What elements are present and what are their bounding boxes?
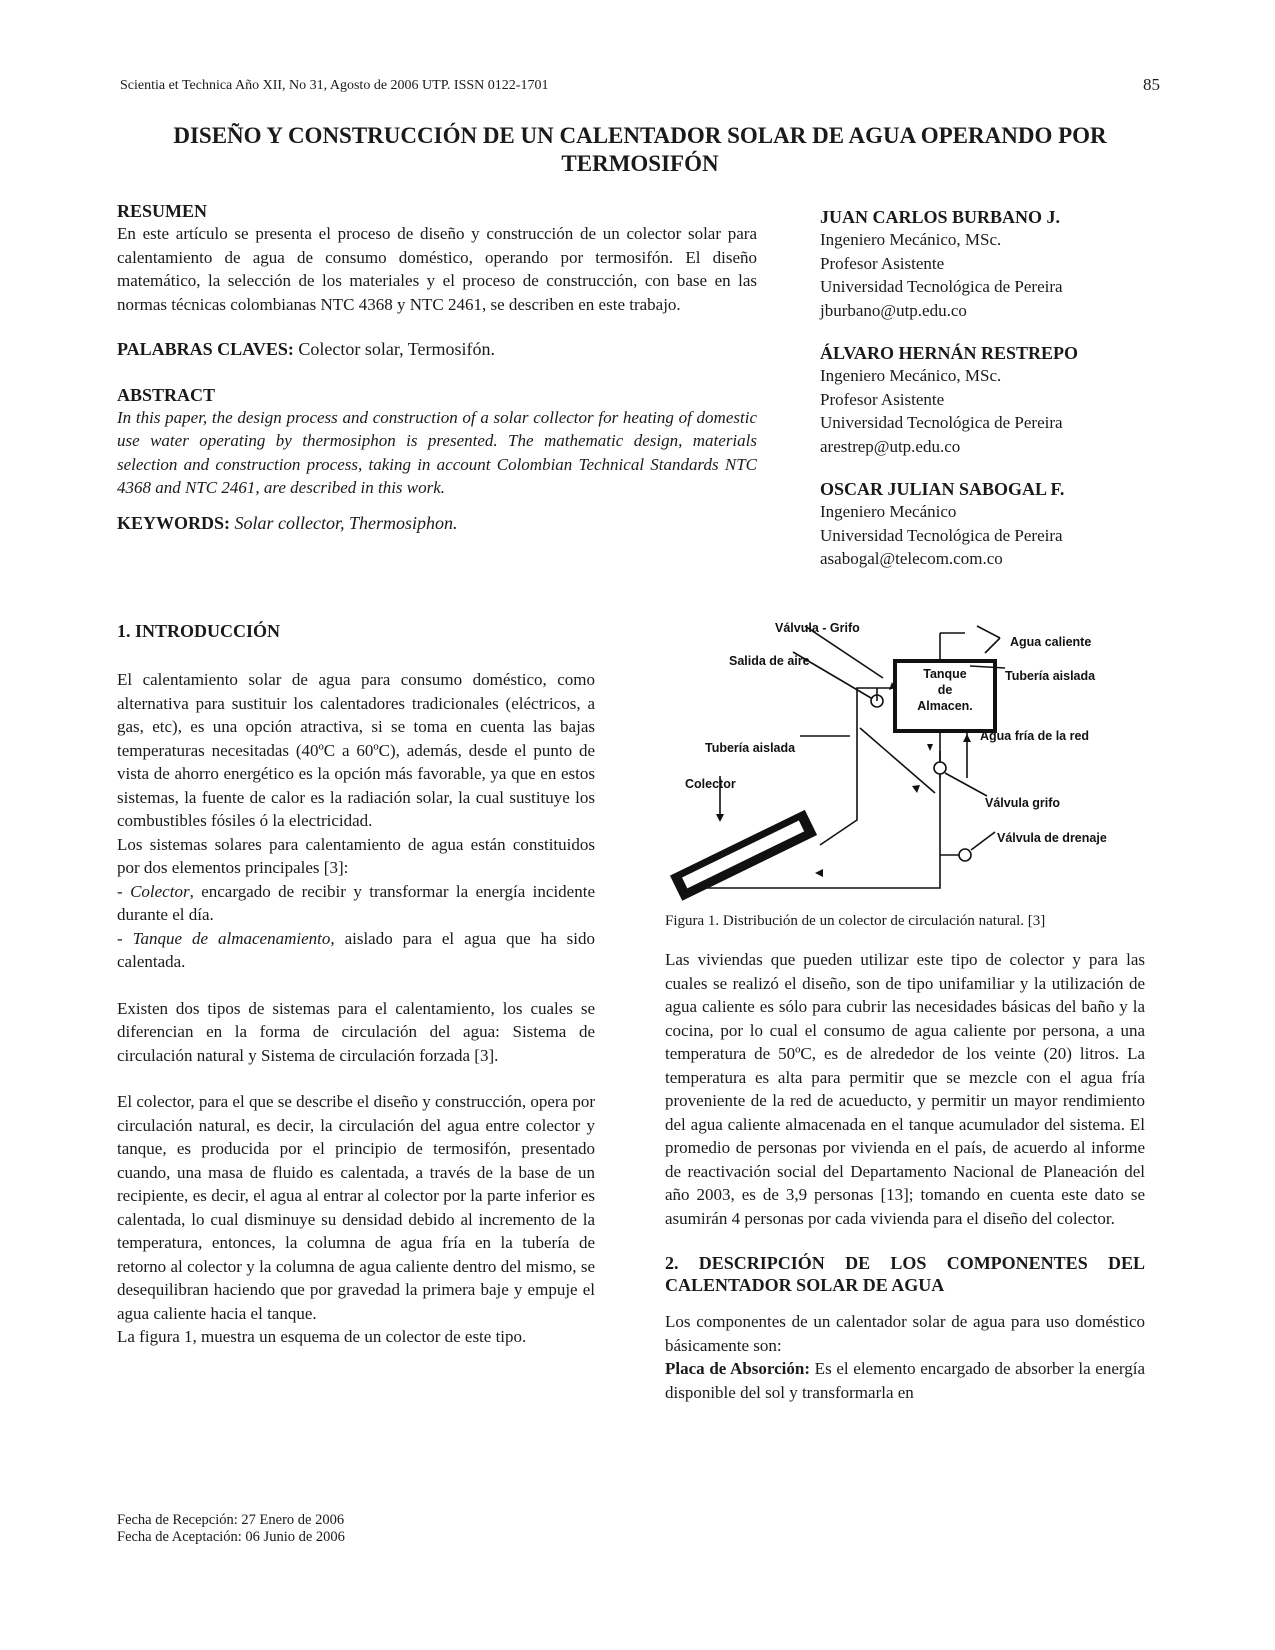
figure-caption: Figura 1. Distribución de un colector de circulación natural. [3] xyxy=(665,913,1046,929)
intro-paragraph-5: La figura 1, muestra un esquema de un colector de este tipo. xyxy=(117,1327,527,1346)
resumen-heading: RESUMEN xyxy=(117,201,208,221)
bullet-term: Tanque de almacenamiento, xyxy=(132,928,335,948)
keywords-value: Solar collector, Thermosiphon. xyxy=(234,512,458,533)
collector-panel xyxy=(670,810,817,901)
intro-paragraph-1: El calentamiento solar de agua para consumo doméstico, como alternativa para sustituir los calentadores tradicionales (eléctricos, a gas, etc), es una opción atractiva, si se toma en cuenta las bajas temperaturas necesitadas (40ºC a 60ºC), además, desde el punto de vista de ahorro energético es la opción más favorable, ya que en estos sistemas, la fuente de calor es la radiación solar, la cual sustituye los combustibles fósiles ó la electricidad. xyxy=(117,670,595,830)
section-2-heading xyxy=(665,1252,1145,1296)
placa-paragraph xyxy=(665,1357,1145,1404)
keywords-label: KEYWORDS: xyxy=(117,512,231,533)
tap-valve xyxy=(934,762,946,774)
right-column xyxy=(665,948,1145,1404)
journal-citation: Scientia et Technica Año XII, No 31, Agosto de 2006 UTP. ISSN 0122-1701 xyxy=(120,78,549,93)
author-name: OSCAR JULIAN SABOGAL F. xyxy=(820,479,1065,499)
author-name: ÁLVARO HERNÁN RESTREPO xyxy=(820,343,1079,363)
intro-paragraph-3: Existen dos tipos de sistemas para el calentamiento, los cuales se diferencian en la forma de circulación del agua: Sistema de circulación natural y Sistema de circulación forzada [3]. xyxy=(117,998,595,1065)
label-tuberia-aislada-right: Tubería aislada xyxy=(1005,669,1096,683)
author-line: Profesor Asistente xyxy=(820,253,945,273)
label-salida-aire: Salida de aire xyxy=(729,654,810,668)
reception-date: Fecha de Recepción: 27 Enero de 2006 xyxy=(117,1512,345,1528)
intro-heading: 1. INTRODUCCIÓN xyxy=(117,621,281,641)
author-line: Universidad Tecnológica de Pereira xyxy=(820,277,1063,296)
bullet-text: aislado para el agua que ha sido calentada. xyxy=(117,928,595,971)
right-paragraph-2: Los componentes de un calentador solar de agua para uso doméstico básicamente son: xyxy=(665,1312,1145,1355)
author-line: Ingeniero Mecánico, MSc. xyxy=(820,366,1002,385)
author-line: Profesor Asistente xyxy=(820,389,945,409)
label-de: de xyxy=(937,683,953,697)
label-valvula-drenaje: Válvula de drenaje xyxy=(997,831,1107,845)
keywords xyxy=(117,512,757,536)
author-3 xyxy=(820,478,1160,571)
palabras-claves-label: PALABRAS CLAVES: xyxy=(117,339,294,359)
intro-bullet-collector: - Colector, encargado de recibir y transformar la energía incidente durante el día. xyxy=(117,881,595,924)
author-line: Ingeniero Mecánico, MSc. xyxy=(820,230,1002,249)
author-name: JUAN CARLOS BURBANO J. xyxy=(820,207,1061,227)
acceptance-date: Fecha de Aceptación: 06 Junio de 2006 xyxy=(117,1529,345,1545)
bullet-text: , encargado de recibir y transformar la energía incidente durante el día. xyxy=(117,881,595,924)
placa-label: Placa de Absorción: xyxy=(665,1359,811,1378)
placa-text: Es el elemento encargado de absorber la energía disponible del sol y transformarla en xyxy=(665,1359,1145,1402)
drain-valve xyxy=(959,849,971,861)
abstract-text: In this paper, the design process and construction of a solar collector for heating of domestic use water operating by thermosiphon is presented. The mathematic design, materials selection and construction process, taking in account Colombian Technical Standards NTC 4368 and NTC 2461, are described in this work. xyxy=(117,407,757,497)
footnote xyxy=(117,1512,517,1546)
label-colector: Colector xyxy=(685,777,736,791)
label-valvula-grifo-top: Válvula - Grifo xyxy=(775,621,860,635)
figure-1 xyxy=(665,618,1135,908)
authors-block xyxy=(820,206,1160,571)
page-number: 85 xyxy=(1143,75,1160,94)
label-tanque: Tanque xyxy=(923,667,967,681)
author-line: Universidad Tecnológica de Pereira xyxy=(820,525,1063,545)
intro-paragraph-4: El colector, para el que se describe el diseño y construcción, opera por circulación natural, es decir, la circulación del agua entre colector y tanque, es producida por el principio de termosifón, presentado cuando, una masa de fluido es calentada, a través de la base de un recipiente, es decir, el agua al entrar al colector por la parte inferior es calentada, lo cual disminuye su densidad debido al incremento de la temperatura, entonces, la columna de agua fría en la tubería de retorno al colector y la columna de agua caliente dentro del mismo, se desequilibran haciendo que por gravedad la primera baje y empuje el agua caliente hacia el tanque. xyxy=(117,1092,595,1323)
title-line-2: TERMOSIFÓN xyxy=(561,151,719,176)
author-email: arestrep@utp.edu.co xyxy=(820,436,961,456)
intro-bullet-tank: - Tanque de almacenamiento, aislado para el agua que ha sido calentada. xyxy=(117,928,595,971)
title-line-1: DISEÑO Y CONSTRUCCIÓN DE UN CALENTADOR SOLAR DE AGUA OPERANDO POR xyxy=(173,123,1107,148)
right-paragraph-1: Las viviendas que pueden utilizar este tipo de colector y para las cuales se realizó el diseño, son de tipo unifamiliar y la utilización de agua caliente es sólo para cubrir las necesidades básicas del baño y la cocina, por lo cual el consumo de agua caliente por persona, a una temperatura de 50ºC, es de alrededor de los veinte (20) litros. La temperatura es alta para permitir que se mezcle con el agua fría proveniente de la red de acueducto, y permitir un mayor rendimiento del agua caliente almacenada en el tanque acumulador del sistema. El promedio de personas por vivienda en el país, de acuerdo al informe de reactivación social del Departamento Nacional de Planeación del año 2003, es de 3,9 personas [13]; tomando en cuenta este dato se asumirán 4 personas por cada vivienda para el diseño del colector. xyxy=(665,950,1145,1228)
label-agua-fria: Agua fría de la red xyxy=(980,729,1090,743)
label-valvula-grifo: Válvula grifo xyxy=(985,796,1061,810)
palabras-claves xyxy=(117,338,757,362)
label-almacen: Almacen. xyxy=(917,699,973,713)
author-line: Universidad Tecnológica de Pereira xyxy=(820,413,1063,432)
running-header xyxy=(120,75,1160,94)
solar-heater-diagram xyxy=(665,618,1135,908)
section-2-heading-line-1: 2. DESCRIPCIÓN DE LOS COMPONENTES DEL xyxy=(665,1253,1145,1273)
intro-paragraph-2: Los sistemas solares para calentamiento de agua están constituidos por dos elementos principales [3]: xyxy=(117,834,595,877)
author-line: Ingeniero Mecánico xyxy=(820,502,957,521)
palabras-claves-value: Colector solar, Termosifón. xyxy=(298,339,496,359)
author-1 xyxy=(820,206,1160,322)
intro-section xyxy=(117,620,595,1349)
author-email: asabogal@telecom.com.co xyxy=(820,549,1003,568)
abstract-heading: ABSTRACT xyxy=(117,384,216,405)
hot-water-pipe xyxy=(820,688,895,845)
resumen-text: En este artículo se presenta el proceso de diseño y construcción de un colector solar para calentamiento de agua de consumo doméstico, operando por termosifón. El diseño matemático, la selección de los materiales y el proceso de construcción, con base en las normas técnicas colombianas NTC 4368 y NTC 2461, se describen en este trabajo. xyxy=(117,224,757,314)
label-agua-caliente: Agua caliente xyxy=(1010,635,1092,649)
section-2-heading-line-2: CALENTADOR SOLAR DE AGUA xyxy=(665,1275,945,1295)
author-2 xyxy=(820,342,1160,458)
paper-title xyxy=(120,122,1160,178)
bullet-term: Colector xyxy=(130,881,190,901)
abstract-block xyxy=(117,200,757,535)
label-tuberia-aislada-left: Tubería aislada xyxy=(705,741,796,755)
author-email: jburbano@utp.edu.co xyxy=(820,300,967,320)
